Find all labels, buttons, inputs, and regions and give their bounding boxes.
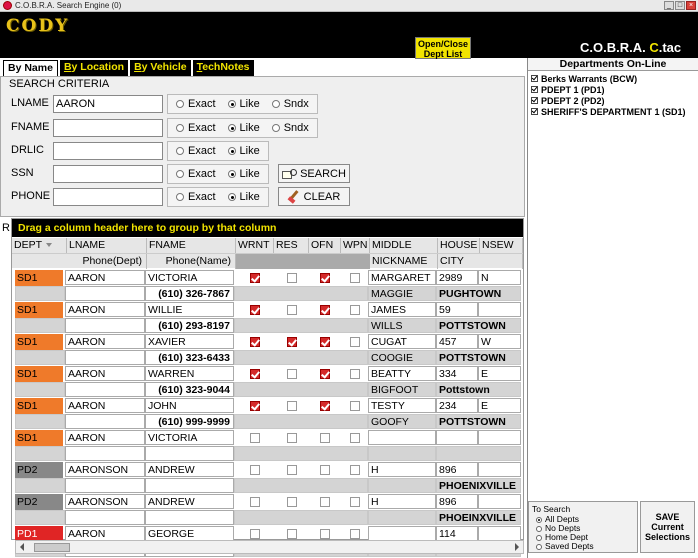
dept-cell: SD1	[15, 270, 63, 286]
col-wrnt-header[interactable]: WRNT	[236, 238, 274, 253]
row-spacer	[234, 414, 368, 429]
nsew-cell	[478, 462, 521, 477]
dept-cell: SD1	[15, 302, 63, 318]
ofn-checkbox[interactable]	[320, 433, 330, 443]
to-search-group	[528, 501, 638, 553]
department-checkbox[interactable]	[531, 108, 538, 115]
fname-match-options	[167, 118, 318, 138]
fname-cell: ANDREW	[145, 494, 234, 509]
search-criteria-panel	[0, 76, 525, 217]
nsew-cell: E	[478, 398, 521, 413]
ofn-checkbox[interactable]	[320, 465, 330, 475]
results-grid	[11, 218, 524, 540]
wpn-checkbox[interactable]	[350, 369, 360, 379]
tab-technotes[interactable]: TechNotes	[193, 60, 254, 76]
tab-by-name[interactable]: By Name	[3, 60, 58, 76]
radio-dot-icon	[536, 544, 542, 550]
fname-cell: GEORGE	[145, 526, 234, 541]
radio-label: Exact	[188, 168, 216, 180]
brand-c: C	[649, 40, 659, 55]
city-cell: PHOENIXVILLE	[436, 478, 521, 493]
table-row[interactable]	[12, 494, 523, 526]
radio-label: Like	[239, 168, 260, 180]
phone-name-cell: (610) 323-9044	[145, 382, 234, 397]
table-row[interactable]	[12, 462, 523, 494]
radio-label: Like	[239, 98, 260, 110]
ofn-checkbox[interactable]	[320, 497, 330, 507]
row-spacer	[15, 478, 65, 493]
lname-cell: AARONSON	[65, 462, 145, 477]
tab-by-location[interactable]: By Location	[60, 60, 128, 76]
fname-cell: XAVIER	[145, 334, 234, 349]
search-icon	[282, 169, 296, 179]
house-cell: 59	[436, 302, 478, 317]
table-row[interactable]	[12, 398, 523, 430]
wrnt-checkbox[interactable]	[250, 305, 260, 315]
fname-cell: JOHN	[145, 398, 234, 413]
row-spacer	[234, 286, 368, 301]
to-search-title: To Search	[532, 504, 571, 514]
house-cell: 234	[436, 398, 478, 413]
phone-radio-like[interactable]	[228, 191, 260, 203]
phone-match-options	[167, 187, 269, 207]
cobra-ctac-brand	[580, 40, 681, 55]
window-title: C.O.B.R.A. Search Engine (0)	[15, 1, 122, 10]
row-spacer	[15, 382, 65, 397]
row-spacer	[15, 350, 65, 365]
ofn-checkbox[interactable]	[320, 529, 330, 539]
ofn-checkbox[interactable]	[320, 369, 330, 379]
nickname-cell	[368, 478, 436, 493]
res-checkbox[interactable]	[287, 465, 297, 475]
dept-cell: PD1	[15, 526, 63, 542]
drlic-match-options	[167, 141, 269, 161]
col-phone-name-header[interactable]: Phone(Name)	[147, 254, 236, 269]
horizontal-scrollbar[interactable]	[15, 540, 524, 554]
scroll-thumb[interactable]	[34, 543, 70, 552]
radio-dot-icon	[272, 124, 280, 132]
clear-button[interactable]	[278, 187, 350, 206]
clear-button-label: CLEAR	[303, 190, 341, 203]
open-close-dept-list-button[interactable]: Open/Close Dept List	[415, 37, 471, 59]
close-button[interactable]: ×	[686, 1, 696, 10]
house-cell: 457	[436, 334, 478, 349]
row-spacer	[15, 318, 65, 333]
lname-input[interactable]	[53, 95, 163, 113]
phone-name-cell: (610) 999-9999	[145, 414, 234, 429]
drlic-input[interactable]	[53, 142, 163, 160]
department-item[interactable]	[528, 106, 698, 117]
table-row[interactable]	[12, 366, 523, 398]
radio-label: Like	[239, 122, 260, 134]
cody-logo: CODY	[6, 16, 70, 36]
middle-cell	[368, 430, 436, 445]
lname-match-options	[167, 94, 318, 114]
radio-dot-icon	[228, 124, 236, 132]
wrnt-checkbox[interactable]	[250, 529, 260, 539]
sort-icon	[46, 243, 52, 247]
phone-name-cell: (610) 323-6433	[145, 350, 234, 365]
nsew-cell: N	[478, 270, 521, 285]
field-label-drlic: DRLIC	[11, 144, 45, 156]
phone-dept-cell	[65, 382, 145, 397]
house-cell: 896	[436, 462, 478, 477]
phone-name-cell: (610) 326-7867	[145, 286, 234, 301]
radio-dot-icon	[176, 170, 184, 178]
fname-cell: WILLIE	[145, 302, 234, 317]
ssn-match-options	[167, 164, 269, 184]
middle-cell: H	[368, 462, 436, 477]
table-row[interactable]	[12, 270, 523, 302]
save-selections-button[interactable]: SAVE Current Selections	[640, 501, 695, 553]
dept-cell: SD1	[15, 398, 63, 414]
fname-cell: VICTORIA	[145, 430, 234, 445]
field-label-lname: LNAME	[11, 97, 49, 109]
radio-dot-icon	[176, 147, 184, 155]
fname-radio-exact[interactable]	[176, 122, 216, 134]
lname-cell: AARON	[65, 430, 145, 445]
house-cell	[436, 430, 478, 445]
wpn-checkbox[interactable]	[350, 465, 360, 475]
radio-label: Like	[239, 191, 260, 203]
nsew-cell	[478, 494, 521, 509]
row-spacer	[15, 414, 65, 429]
ssn-input[interactable]	[53, 165, 163, 183]
house-cell: 114	[436, 526, 478, 541]
row-spacer	[234, 382, 368, 397]
wrnt-checkbox[interactable]	[250, 497, 260, 507]
phone-dept-cell	[65, 350, 145, 365]
fname-input[interactable]	[53, 119, 163, 137]
col-fname-header[interactable]: FNAME	[147, 238, 236, 253]
radio-dot-icon	[176, 193, 184, 201]
phone-name-cell: (610) 293-8197	[145, 318, 234, 333]
fname-cell: VICTORIA	[145, 270, 234, 285]
row-spacer	[234, 350, 368, 365]
nsew-cell: E	[478, 366, 521, 381]
brand-prefix: C.O.B.R.A.	[580, 40, 650, 55]
phone-dept-cell	[65, 318, 145, 333]
wpn-checkbox[interactable]	[350, 337, 360, 347]
lname-cell: AARON	[65, 302, 145, 317]
row-spacer	[234, 446, 368, 461]
wpn-checkbox[interactable]	[350, 401, 360, 411]
wrnt-checkbox[interactable]	[250, 337, 260, 347]
col-res-header[interactable]: RES	[274, 238, 309, 253]
phone-name-cell	[145, 446, 234, 461]
col-dept-label: DEPT	[14, 239, 43, 251]
field-label-fname: FNAME	[11, 121, 50, 133]
department-item[interactable]	[528, 73, 698, 84]
ofn-checkbox[interactable]	[320, 305, 330, 315]
to-search-option-label: All Depts	[545, 514, 580, 524]
phone-dept-cell	[65, 446, 145, 461]
city-cell: PUGHTOWN	[436, 286, 521, 301]
middle-cell: TESTY	[368, 398, 436, 413]
phone-radio-exact[interactable]	[176, 191, 216, 203]
wpn-checkbox[interactable]	[350, 433, 360, 443]
radio-label: Sndx	[283, 98, 309, 110]
res-checkbox[interactable]	[287, 369, 297, 379]
header-row-1	[12, 238, 523, 253]
tab-by-vehicle[interactable]: By Vehicle	[130, 60, 191, 76]
wrnt-checkbox[interactable]	[250, 433, 260, 443]
middle-cell: JAMES	[368, 302, 436, 317]
col-lname-header[interactable]: LNAME	[67, 238, 147, 253]
wpn-checkbox[interactable]	[350, 305, 360, 315]
dept-cell: SD1	[15, 334, 63, 350]
wpn-checkbox[interactable]	[350, 273, 360, 283]
table-row[interactable]	[12, 430, 523, 462]
phone-input[interactable]	[53, 188, 163, 206]
city-cell: POTTSTOWN	[436, 414, 521, 429]
middle-cell: H	[368, 494, 436, 509]
radio-label: Like	[239, 145, 260, 157]
col-nickname-header[interactable]: NICKNAME	[370, 254, 438, 269]
house-cell: 896	[436, 494, 478, 509]
nickname-cell	[368, 446, 436, 461]
nsew-cell	[478, 302, 521, 317]
lname-cell: AARONSON	[65, 494, 145, 509]
house-cell: 2989	[436, 270, 478, 285]
search-criteria-legend: SEARCH CRITERIA	[9, 78, 110, 90]
row-spacer	[15, 446, 65, 461]
radio-dot-icon	[228, 170, 236, 178]
table-row[interactable]	[12, 302, 523, 334]
radio-label: Exact	[188, 98, 216, 110]
field-label-ssn: SSN	[11, 167, 34, 179]
res-checkbox[interactable]	[287, 273, 297, 283]
wrnt-checkbox[interactable]	[250, 369, 260, 379]
radio-dot-icon	[228, 100, 236, 108]
window-controls	[664, 1, 696, 10]
fname-cell: WARREN	[145, 366, 234, 381]
nickname-cell: MAGGIE	[368, 286, 436, 301]
nickname-cell	[368, 510, 436, 525]
col-nsew-header[interactable]: NSEW	[480, 238, 523, 253]
ofn-checkbox[interactable]	[320, 337, 330, 347]
radio-label: Exact	[188, 191, 216, 203]
search-button[interactable]	[278, 164, 350, 183]
wpn-checkbox[interactable]	[350, 529, 360, 539]
radio-dot-icon	[536, 526, 542, 532]
fname-cell: ANDREW	[145, 462, 234, 477]
search-tabs	[3, 60, 254, 76]
dept-cell: PD2	[15, 494, 63, 510]
radio-label: Exact	[188, 145, 216, 157]
radio-dot-icon	[228, 193, 236, 201]
r-label: R	[2, 222, 10, 234]
col-wpn-header[interactable]: WPN	[341, 238, 370, 253]
dept-cell: SD1	[15, 366, 63, 382]
wpn-checkbox[interactable]	[350, 497, 360, 507]
nsew-cell: W	[478, 334, 521, 349]
middle-cell: BEATTY	[368, 366, 436, 381]
res-checkbox[interactable]	[287, 305, 297, 315]
row-spacer	[234, 510, 368, 525]
row-spacer	[234, 318, 368, 333]
city-cell: Pottstown	[436, 382, 521, 397]
phone-dept-cell	[65, 286, 145, 301]
lname-radio-exact[interactable]	[176, 98, 216, 110]
row-spacer	[15, 286, 65, 301]
city-cell: PHOEINXVILLE	[436, 510, 521, 525]
lname-cell: AARON	[65, 526, 145, 541]
maximize-button[interactable]: □	[675, 1, 685, 10]
scroll-left-icon[interactable]	[20, 543, 24, 551]
drlic-radio-like[interactable]	[228, 145, 260, 157]
wrnt-checkbox[interactable]	[250, 401, 260, 411]
department-item[interactable]	[528, 84, 698, 95]
window-titlebar	[0, 0, 698, 12]
phone-dept-cell	[65, 510, 145, 525]
to-search-option-label: Home Dept	[545, 532, 588, 542]
middle-cell: MARGARET	[368, 270, 436, 285]
city-cell	[436, 446, 521, 461]
app-icon	[3, 1, 12, 10]
middle-cell: CUGAT	[368, 334, 436, 349]
radio-label: Sndx	[283, 122, 309, 134]
ofn-checkbox[interactable]	[320, 273, 330, 283]
house-cell: 334	[436, 366, 478, 381]
to-search-option-label: No Depts	[545, 523, 581, 533]
col-middle-header[interactable]: MIDDLE	[370, 238, 438, 253]
radio-dot-icon	[228, 147, 236, 155]
nsew-cell	[478, 430, 521, 445]
radio-label: Exact	[188, 122, 216, 134]
phone-name-cell	[145, 510, 234, 525]
lname-radio-sndx[interactable]	[272, 98, 309, 110]
department-item[interactable]	[528, 95, 698, 106]
radio-dot-icon	[536, 535, 542, 541]
res-checkbox[interactable]	[287, 433, 297, 443]
header-spacer	[236, 254, 370, 269]
nickname-cell: BIGFOOT	[368, 382, 436, 397]
lname-cell: AARON	[65, 334, 145, 349]
department-checkbox[interactable]	[531, 75, 538, 82]
phone-dept-cell	[65, 414, 145, 429]
department-checkbox[interactable]	[531, 86, 538, 93]
lname-cell: AARON	[65, 398, 145, 413]
department-label: Berks Warrants (BCW)	[541, 73, 638, 84]
table-row[interactable]	[12, 334, 523, 366]
fname-radio-sndx[interactable]	[272, 122, 309, 134]
res-checkbox[interactable]	[287, 337, 297, 347]
lname-cell: AARON	[65, 366, 145, 381]
dept-cell: PD2	[15, 462, 63, 478]
ofn-checkbox[interactable]	[320, 401, 330, 411]
radio-dot-icon	[536, 517, 542, 523]
col-dept-header[interactable]	[12, 238, 67, 253]
brand-suffix: .tac	[658, 40, 682, 55]
wrnt-checkbox[interactable]	[250, 465, 260, 475]
radio-dot-icon	[176, 124, 184, 132]
header-row-2	[12, 253, 523, 268]
phone-name-cell	[145, 478, 234, 493]
res-checkbox[interactable]	[287, 529, 297, 539]
city-cell: POTTSTOWN	[436, 350, 521, 365]
department-label: PDEPT 2 (PD2)	[541, 95, 605, 106]
fname-radio-like[interactable]	[228, 122, 260, 134]
nsew-cell	[478, 526, 521, 541]
nickname-cell: GOOFY	[368, 414, 436, 429]
department-checkbox[interactable]	[531, 97, 538, 104]
col-city-header[interactable]: CITY	[438, 254, 523, 269]
broom-icon	[288, 191, 300, 203]
res-checkbox[interactable]	[287, 401, 297, 411]
phone-dept-cell	[65, 478, 145, 493]
scroll-right-icon[interactable]	[515, 543, 519, 551]
nickname-cell: COOGIE	[368, 350, 436, 365]
app-header	[0, 12, 698, 58]
ssn-radio-like[interactable]	[228, 168, 260, 180]
lname-cell: AARON	[65, 270, 145, 285]
ssn-radio-exact[interactable]	[176, 168, 216, 180]
to-search-option-label: Saved Depts	[545, 541, 594, 551]
nickname-cell: WILLS	[368, 318, 436, 333]
row-spacer	[234, 478, 368, 493]
res-checkbox[interactable]	[287, 497, 297, 507]
group-by-bar[interactable]: Drag a column header here to group by that column	[12, 219, 523, 237]
department-label: SHERIFF'S DEPARTMENT 1 (SD1)	[541, 106, 686, 117]
radio-dot-icon	[272, 100, 280, 108]
field-label-phone: PHONE	[11, 190, 51, 202]
minimize-button[interactable]: _	[664, 1, 674, 10]
dept-cell: SD1	[15, 430, 63, 446]
wrnt-checkbox[interactable]	[250, 273, 260, 283]
city-cell: POTTSTOWN	[436, 318, 521, 333]
middle-cell	[368, 526, 436, 541]
lname-radio-like[interactable]	[228, 98, 260, 110]
col-house-header[interactable]: HOUSE	[438, 238, 480, 253]
departments-panel	[527, 58, 698, 558]
col-phone-dept-header[interactable]: Phone(Dept)	[12, 254, 147, 269]
search-button-label: SEARCH	[300, 167, 346, 180]
departments-title: Departments On-Line	[528, 58, 698, 71]
radio-dot-icon	[176, 100, 184, 108]
drlic-radio-exact[interactable]	[176, 145, 216, 157]
department-label: PDEPT 1 (PD1)	[541, 84, 605, 95]
to-search-option[interactable]	[532, 542, 634, 551]
col-ofn-header[interactable]: OFN	[309, 238, 341, 253]
row-spacer	[15, 510, 65, 525]
